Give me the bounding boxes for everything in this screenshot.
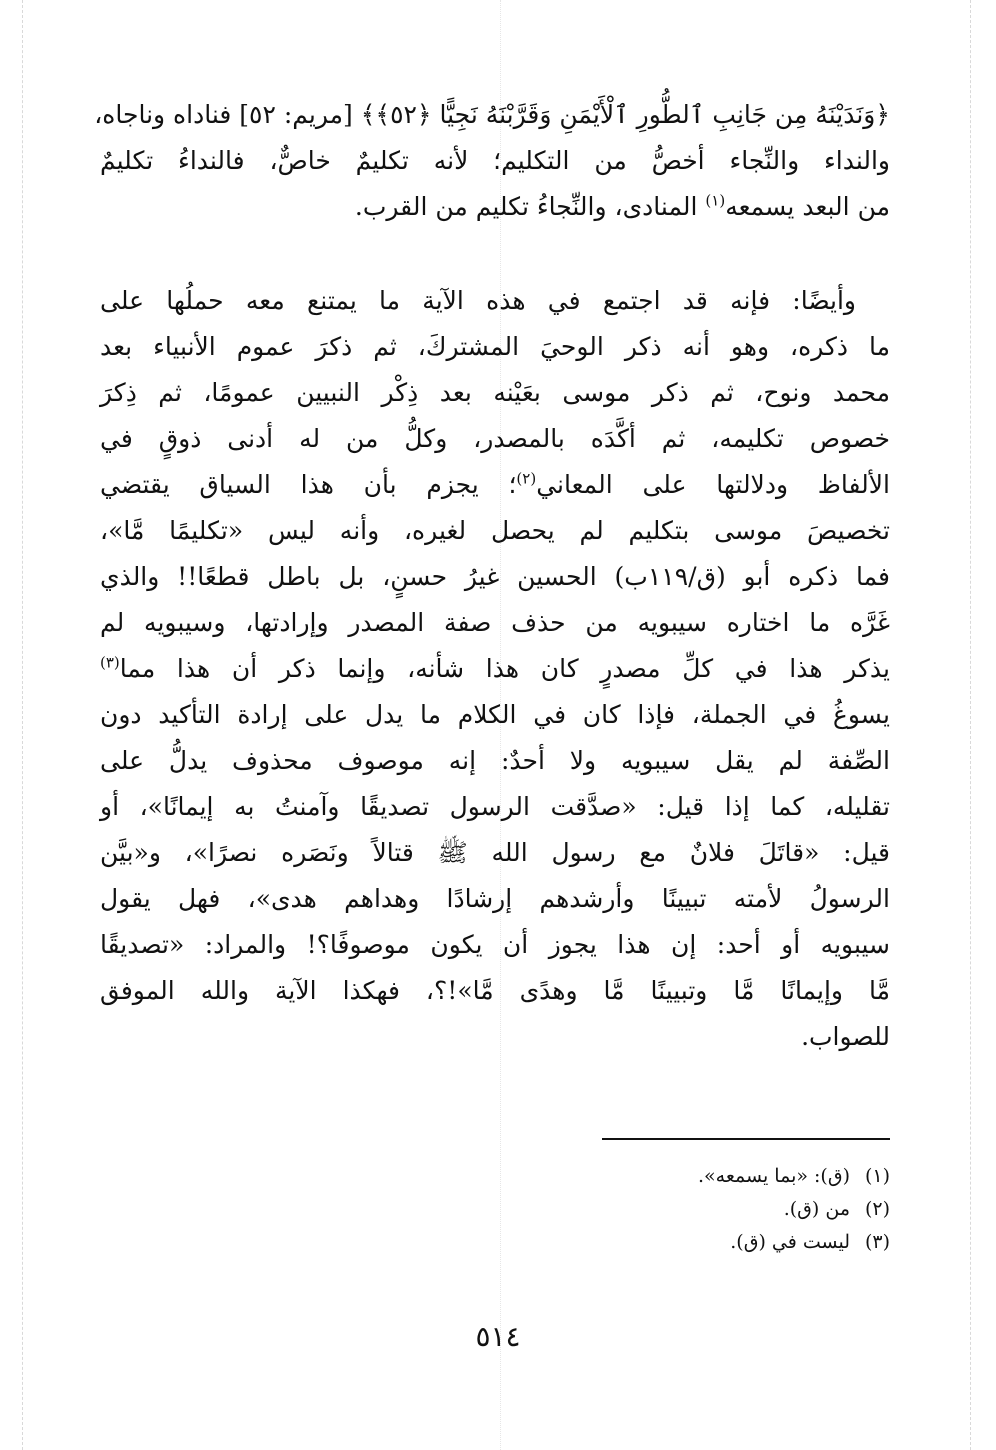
text-segment: من البعد يسمعه (725, 192, 890, 221)
footnotes (600, 1160, 890, 1259)
text-line: قيل: «قاتَلَ فلانٌ مع رسول الله ﷺ قتالاً ونَصَره نصرًا»، و«بيَّن (100, 838, 890, 867)
text-line: يسوغُ في الجملة، فإذا كان في الكلام ما يدل على إرادة التأكيد دون (100, 700, 890, 729)
text-line: الرسولُ لأمته تبيينًا وأرشدهم إرشادًا وهداهم هدى»، فهل يقول (100, 884, 890, 913)
text-line: تخصيصَ موسى بتكليم لم يحصل لغيره، وأنه ليس «تكليمًا مَّا»، (100, 516, 890, 545)
footnote-text: ليست في (ق). (730, 1231, 850, 1253)
footnote-item (600, 1226, 890, 1259)
text-line: تقليله، كما إذا قيل: «صدَّقت الرسول تصديقًا وآمنتُ به إيمانًا»، أو (100, 792, 890, 821)
paragraph-main-argument (100, 278, 890, 1060)
text-segment: المنادى، والنِّجاءُ تكليم من القرب. (354, 192, 706, 221)
footnote-number: (٢) (864, 1198, 890, 1220)
page-number: ٥١٤ (475, 1320, 521, 1353)
scan-guide-left (22, 0, 23, 1450)
footnote-item (600, 1160, 890, 1193)
footnote-text: من (ق). (783, 1198, 850, 1220)
text-line: ﴿وَنَدَيْنَهُ مِن جَانِبِ ٱلطُّورِ ٱلْأَيْمَنِ وَقَرَّبْنَهُ نَجِيًّا ﴿٥٢﴾﴾ [مريم: ٥٢] فناداه وناجاه، (94, 100, 890, 129)
footnote-number: (١) (864, 1165, 890, 1187)
footnote-text: (ق): «بما يسمعه». (698, 1165, 850, 1187)
footnote-separator (602, 1138, 890, 1140)
paragraph-quran-citation (94, 92, 890, 230)
text-line: والنداء والنِّجاء أخصُّ من التكليم؛ لأنه تكليمٌ خاصٌّ، فالنداءُ تكليمٌ (100, 146, 890, 175)
text-line: فما ذكره أبو (ق/١١٩ب) الحسين غيرُ حسنٍ، بل باطل قطعًا!! والذي (100, 562, 890, 591)
text-line (100, 278, 890, 324)
text-line: محمد ونوح، ثم ذكر موسى بعَيْنه بعد ذِكْر النبيين عمومًا، ثم ذِكرَ (100, 378, 890, 407)
text-line: ما ذكره، وهو أنه ذكر الوحيَ المشتركَ، ثم ذكرَ عموم الأنبياء بعد (100, 332, 890, 361)
text-line (100, 646, 890, 692)
footnote-number: (٣) (864, 1231, 890, 1253)
text-segment: ؛ يجزم بأن هذا السياق يقتضي (100, 470, 517, 499)
text-line (100, 462, 890, 508)
text-line: غَرَّه ما اختاره سيبويه من حذف صفة المصدر وإرادتها، وسيبويه لم (100, 608, 890, 637)
text-line: سيبويه أو أحد: إن هذا يجوز أن يكون موصوفًا؟! والمراد: «تصديقًا (100, 930, 890, 959)
text-segment: الألفاظ ودلالتها على المعاني (536, 470, 890, 499)
footnote-ref-1: (١) (705, 191, 726, 210)
text-line: الصِّفة لم يقل سيبويه ولا أحدٌ: إنه موصوف محذوف يدلُّ على (100, 746, 890, 775)
text-line (100, 184, 890, 230)
footnote-ref-2: (٢) (516, 469, 537, 488)
footnote-item (600, 1193, 890, 1226)
scan-guide-right (970, 0, 971, 1450)
footnote-ref-3: (٣) (100, 653, 120, 672)
text-segment: وأيضًا: فإنه قد اجتمع في هذه الآية ما يمتنع معه حملُها على (100, 286, 856, 315)
text-segment: يذكر هذا في كلِّ مصدرٍ كان هذا شأنه، وإنما ذكر أن هذا مما (119, 654, 890, 683)
text-line: للصواب. (801, 1022, 890, 1051)
text-line: خصوص تكليمه، ثم أكَّدَه بالمصدر، وكلُّ من له أدنى ذوقٍ في (100, 424, 890, 453)
text-line: مَّا وإيمانًا مَّا وتبيينًا مَّا وهدًى مَّا»!؟، فهكذا الآية والله الموفق (100, 976, 890, 1005)
